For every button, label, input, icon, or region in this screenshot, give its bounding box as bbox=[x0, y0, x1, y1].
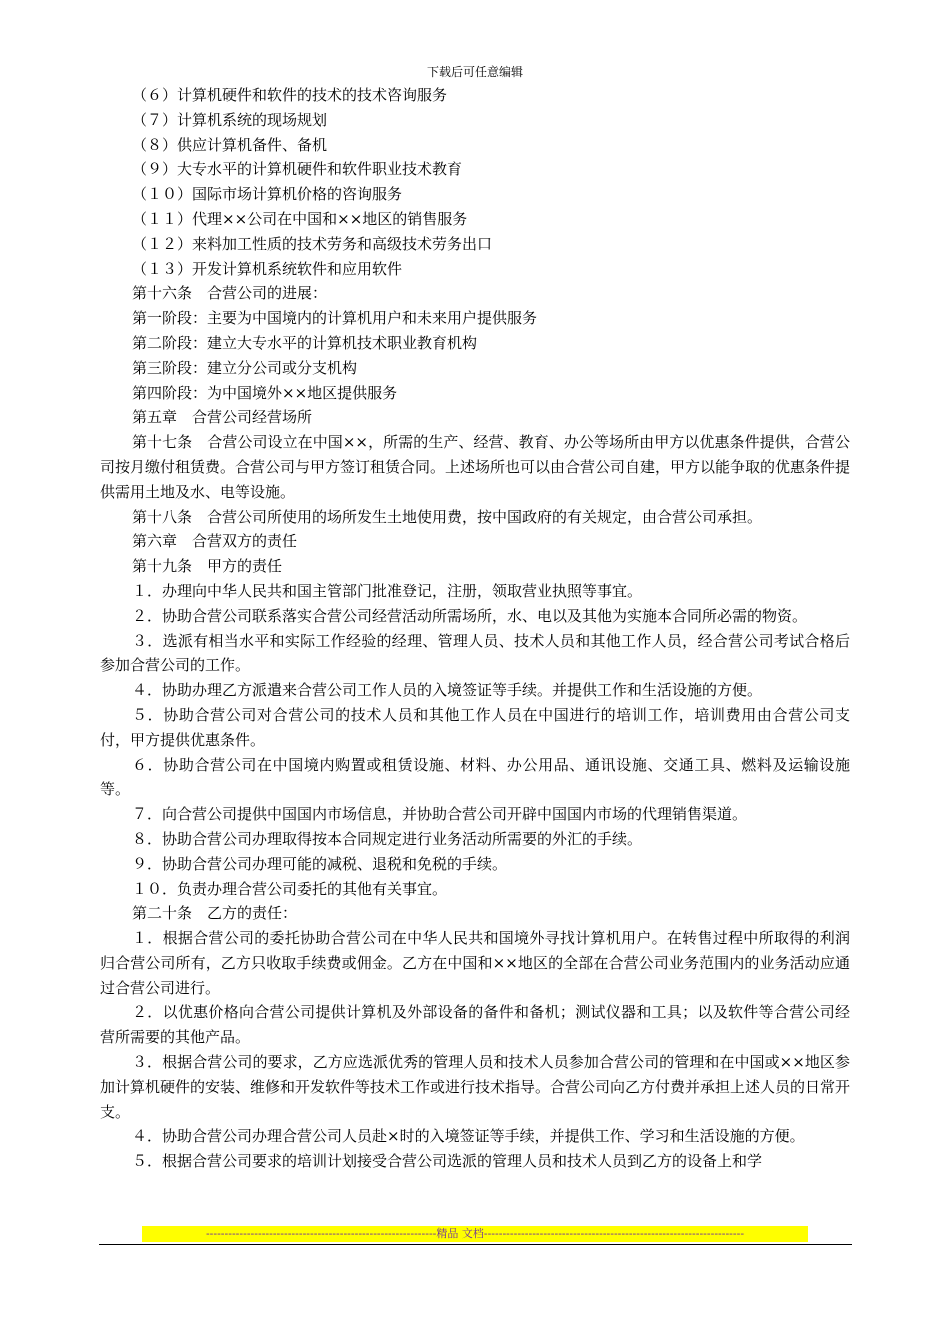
paragraph: 第六章 合营双方的责任 bbox=[132, 532, 298, 551]
paragraph: ５．协助合营公司对合营公司的技术人员和其他工作人员在中国进行的培训工作，培训费用由合营公司支付，甲方提供优惠条件。 bbox=[100, 705, 850, 749]
paragraph: １０．负责办理合营公司委托的其他有关事宜。 bbox=[132, 879, 448, 898]
header-note: 下载后可任意编辑 bbox=[426, 65, 523, 79]
paragraph: （９）大专水平的计算机硬件和软件职业技术教育 bbox=[132, 160, 463, 179]
footer-divider bbox=[99, 1244, 852, 1245]
paragraph: １．根据合营公司的委托协助合营公司在中华人民共和国境外寻找计算机用户。在转售过程中所取得的利润归合营公司所有，乙方只收取手续费或佣金。乙方在中国和××地区的全部在合营公司业务范围内的业务活动应通过合营公司进行。 bbox=[100, 929, 850, 997]
paragraph: 第十七条 合营公司设立在中国××，所需的生产、经营、教育、办公等场所由甲方以优惠条件提供，合营公司按月缴付租赁费。合营公司与甲方签订租赁合同。上述场所也可以由合营公司自建，甲方以能争取的优惠条件提供需用土地及水、电等设施。 bbox=[100, 433, 851, 501]
paragraph: ５．根据合营公司要求的培训计划接受合营公司选派的管理人员和技术人员到乙方的设备上和学 bbox=[132, 1152, 763, 1171]
paragraph: （１３）开发计算机系统软件和应用软件 bbox=[132, 259, 403, 278]
paragraph: ７．向合营公司提供中国国内市场信息，并协助合营公司开辟中国国内市场的代理销售渠道。 bbox=[132, 805, 748, 824]
paragraph: （１１）代理××公司在中国和××地区的销售服务 bbox=[132, 209, 468, 228]
paragraph: 第一阶段：主要为中国境内的计算机用户和未来用户提供服务 bbox=[132, 309, 538, 328]
paragraph: 第五章 合营公司经营场所 bbox=[132, 408, 313, 427]
paragraph: １．办理向中华人民共和国主管部门批准登记，注册，领取营业执照等事宜。 bbox=[132, 581, 643, 600]
paragraph: 第四阶段：为中国境外××地区提供服务 bbox=[132, 383, 398, 402]
paragraph: 第十九条 甲方的责任 bbox=[132, 557, 283, 576]
paragraph: 第二阶段：建立大专水平的计算机技术职业教育机构 bbox=[132, 333, 478, 352]
paragraph: （１０）国际市场计算机价格的咨询服务 bbox=[132, 185, 403, 204]
paragraph: ３．选派有相当水平和实际工作经验的经理、管理人员、技术人员和其他工作人员，经合营公司考试合格后参加合营公司的工作。 bbox=[100, 631, 850, 675]
paragraph: ２．以优惠价格向合营公司提供计算机及外部设备的备件和备机；测试仪器和工具；以及软件等合营公司经营所需要的其他产品。 bbox=[100, 1003, 850, 1047]
paragraph: 第二十条 乙方的责任： bbox=[132, 904, 298, 923]
paragraph: （８）供应计算机备件、备机 bbox=[132, 135, 328, 154]
paragraph: ８．协助合营公司办理取得按本合同规定进行业务活动所需要的外汇的手续。 bbox=[132, 829, 643, 848]
paragraph: 第三阶段：建立分公司或分支机构 bbox=[132, 358, 358, 377]
paragraph: ６．协助合营公司在中国境内购置或租赁设施、材料、办公用品、通讯设施、交通工具、燃料及运输设施等。 bbox=[100, 755, 850, 799]
paragraph: （６）计算机硬件和软件的技术的技术咨询服务 bbox=[132, 86, 448, 104]
document-body bbox=[100, 83, 850, 1174]
paragraph: ３．根据合营公司的要求，乙方应选派优秀的管理人员和技术人员参加合营公司的管理和在中国或××地区参加计算机硬件的安装、维修和开发软件等技术工作或进行技术指导。合营公司向乙方付费并承担上述人员的日常开支。 bbox=[100, 1053, 851, 1121]
footer-banner: --------------------------------------------------------------精品 文档---------------------------------------------------------------------- bbox=[142, 1226, 808, 1242]
paragraph: ９．协助合营公司办理可能的减税、退税和免税的手续。 bbox=[132, 854, 508, 873]
paragraph: （１２）来料加工性质的技术劳务和高级技术劳务出口 bbox=[132, 234, 493, 253]
paragraph: 第十六条 合营公司的进展： bbox=[132, 284, 328, 303]
paragraph: ４．协助办理乙方派遣来合营公司工作人员的入境签证等手续。并提供工作和生活设施的方便。 bbox=[132, 681, 763, 700]
paragraph: 第十八条 合营公司所使用的场所发生土地使用费，按中国政府的有关规定，由合营公司承担。 bbox=[132, 507, 763, 526]
paragraph: （７）计算机系统的现场规划 bbox=[132, 110, 328, 129]
paragraph: ４．协助合营公司办理合营公司人员赴×时的入境签证等手续，并提供工作、学习和生活设施的方便。 bbox=[132, 1127, 805, 1146]
paragraph: ２．协助合营公司联系落实合营公司经营活动所需场所，水、电以及其他为实施本合同所必需的物资。 bbox=[132, 606, 808, 625]
